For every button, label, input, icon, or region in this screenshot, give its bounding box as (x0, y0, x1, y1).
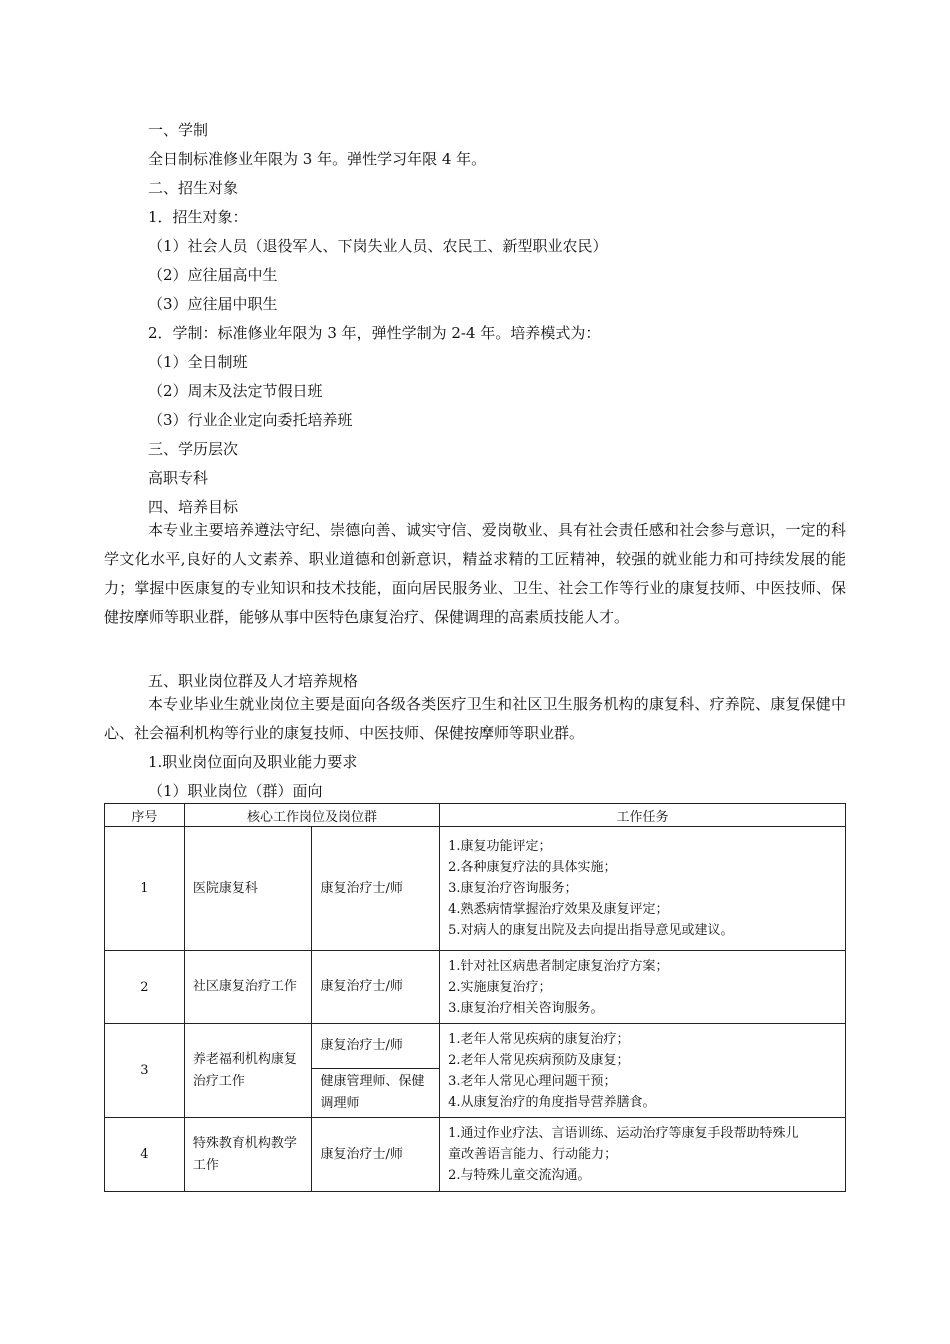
table-row (105, 827, 846, 951)
section-5-sub1: 1.职业岗位面向及职业能力要求 (148, 753, 358, 771)
task-item: 3.老年人常见心理问题干预； (448, 1073, 617, 1089)
mode-item: （3）行业企业定向委托培养班 (148, 411, 353, 429)
section-4-paragraph: 本专业主要培养遵法守纪、崇德向善、诚实守信、爱岗敬业、具有社会责任感和社会参与意识，一定的科学文化水平,良好的人文素养、职业道德和创新意识，精益求精的工匠精神，较强的就业能力和可持续发展的能力；掌握中医康复的专业知识和技术技能，面向居民服务业、卫生、社会工作等行业的康复技师、中医技师、保健按摩师等职业群，能够从事中医特色康复治疗、保健调理的高素质技能人才。 (104, 521, 846, 626)
section-2-heading: 二、招生对象 (148, 179, 239, 197)
row-num: 4 (105, 1118, 185, 1192)
task-item: 2.老年人常见疾病预防及康复； (448, 1052, 630, 1068)
task-item: 4.从康复治疗的角度指导营养膳食。 (448, 1094, 656, 1110)
row-role: 康复治疗士/师 (312, 1118, 440, 1192)
enroll-item: （2）应往届高中生 (148, 266, 278, 284)
row-place: 医院康复科 (184, 827, 312, 951)
task-item: 2.与特殊儿童交流沟通。 (448, 1168, 591, 1183)
section-1-text: 全日制标准修业年限为 3 年。弹性学习年限 4 年。 (148, 150, 487, 168)
table-header-row (105, 804, 846, 827)
row-num: 2 (105, 951, 185, 1024)
mode-item: （2）周末及法定节假日班 (148, 382, 323, 400)
row-role: 健康管理师、保健调理师 (312, 1069, 440, 1118)
task-item: 4.熟悉病情掌握治疗效果及康复评定； (448, 902, 669, 917)
job-positions-table (104, 803, 846, 1192)
table-row (105, 1118, 846, 1192)
task-item: 3.康复治疗咨询服务； (448, 881, 578, 896)
row-tasks (440, 1024, 846, 1118)
task-item: 1.老年人常见疾病的康复治疗； (448, 1031, 630, 1047)
row-num: 1 (105, 827, 185, 951)
section-1-heading: 一、学制 (148, 121, 209, 139)
task-item: 5.对病人的康复出院及去向提出指导意见或建议。 (448, 923, 734, 938)
section-5-heading: 五、职业岗位群及人才培养规格 (148, 672, 359, 690)
task-item: 2.各种康复疗法的具体实施； (448, 860, 617, 875)
section-4-heading: 四、培养目标 (148, 498, 239, 516)
section-3-heading: 三、学历层次 (148, 440, 239, 458)
task-item: 1.针对社区病患者制定康复治疗方案； (448, 958, 669, 974)
header-num: 序号 (105, 804, 185, 827)
header-core-positions: 核心工作岗位及岗位群 (184, 804, 439, 827)
task-item: 2.实施康复治疗； (448, 979, 552, 995)
row-tasks (440, 951, 846, 1024)
row-role: 康复治疗士/师 (312, 827, 440, 951)
section-5-sub1-1: （1）职业岗位（群）面向 (148, 782, 323, 800)
table-row (105, 951, 846, 1024)
row-place: 社区康复治疗工作 (184, 951, 312, 1024)
mode-item: （1）全日制班 (148, 353, 248, 371)
row-place: 养老福利机构康复治疗工作 (184, 1024, 312, 1118)
row-role: 康复治疗士/师 (312, 951, 440, 1024)
row-role: 康复治疗士/师 (312, 1024, 440, 1069)
task-item: 1.康复功能评定； (448, 839, 552, 854)
section-5-paragraph: 本专业毕业生就业岗位主要是面向各级各类医疗卫生和社区卫生服务机构的康复科、疗养院、康复保健中心、社会福利机构等行业的康复技师、中医技师、保健按摩师等职业群。 (104, 695, 846, 742)
task-item: 3.康复治疗相关咨询服务。 (448, 1000, 604, 1016)
task-item: 童改善语言能力、行动能力； (448, 1147, 618, 1162)
row-num: 3 (105, 1024, 185, 1118)
enroll-item: （1）社会人员（退役军人、下岗失业人员、农民工、新型职业农民） (148, 237, 608, 255)
task-item: 1.通过作业疗法、言语训练、运动治疗等康复手段帮助特殊儿 (448, 1126, 799, 1141)
enroll-item: （3）应往届中职生 (148, 295, 278, 313)
table-row (105, 1024, 846, 1069)
section-2-sub1: 1．招生对象： (148, 208, 248, 226)
row-place: 特殊教育机构教学工作 (184, 1118, 312, 1192)
row-tasks (440, 1118, 846, 1192)
section-3-text: 高职专科 (148, 469, 209, 487)
section-2-sub2: 2．学制：标准修业年限为 3 年，弹性学制为 2-4 年。培养模式为： (148, 324, 601, 342)
header-tasks: 工作任务 (440, 804, 846, 827)
row-tasks (440, 827, 846, 951)
